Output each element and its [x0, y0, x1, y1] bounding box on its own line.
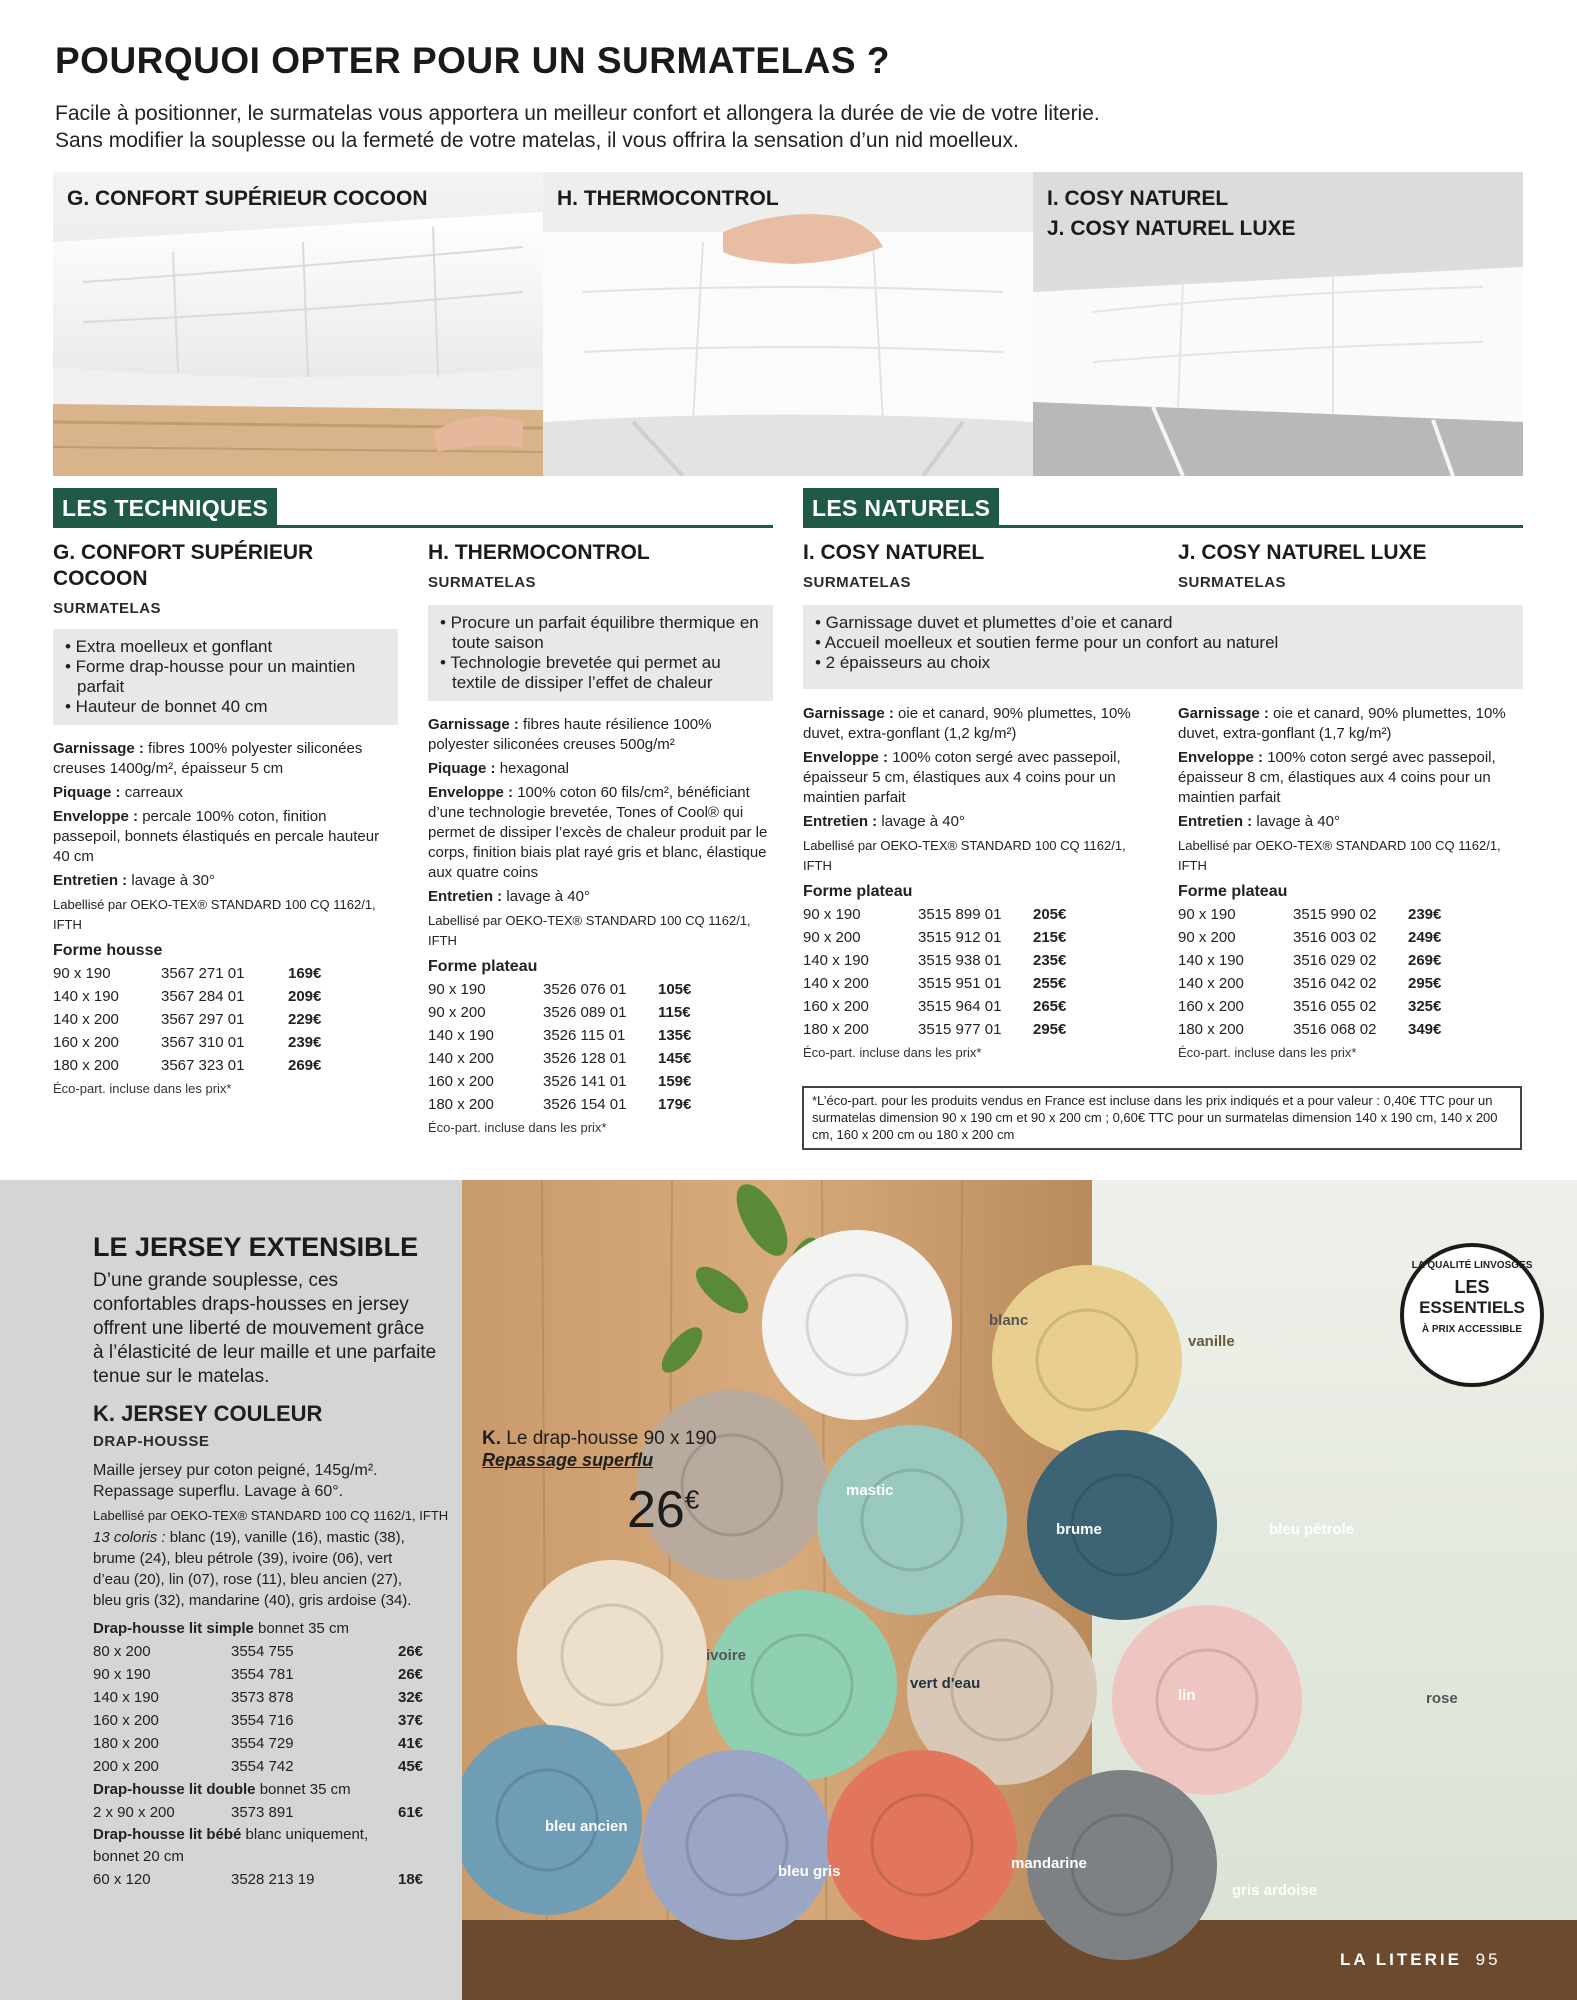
badge-mid-2: ESSENTIELS — [1419, 1298, 1525, 1317]
oekotex-label: Labellisé par OEKO-TEX® STANDARD 100 CQ 1162/1, IFTH — [803, 838, 1126, 873]
photo-cosy-naturel — [1033, 172, 1523, 476]
spec-value: lavage à 40° — [506, 888, 590, 905]
product-j-specs — [1178, 704, 1518, 876]
quality-badge — [1402, 1260, 1542, 1335]
feature: • Extra moelleux et gonflant — [65, 637, 273, 656]
eco-note: Éco-part. incluse dans les prix* — [428, 1120, 607, 1135]
spec-value: 100% coton sergé avec passepoil, épaisseur 5 cm, élastiques aux 4 coins pour un maintien parfait — [803, 749, 1121, 806]
oekotex-label: Labellisé par OEKO-TEX® STANDARD 100 CQ 1162/1, IFTH — [1178, 838, 1501, 873]
ref: 3526 141 01 — [543, 1073, 627, 1090]
price-value: 26 — [627, 1481, 685, 1539]
ref: 3554 755 — [231, 1643, 294, 1660]
table-subhead — [93, 1617, 433, 1640]
footer-section: LA LITERIE — [1340, 1950, 1462, 1969]
feature: • 2 épaisseurs au choix — [815, 653, 991, 672]
table-head: Forme housse — [53, 942, 163, 959]
price: 205€ — [1033, 906, 1067, 923]
product-j-table — [1178, 880, 1478, 1064]
price: 215€ — [1033, 929, 1067, 946]
oekotex-label: Labellisé par OEKO-TEX® STANDARD 100 CQ 1162/1, IFTH — [428, 913, 751, 948]
price: 26€ — [398, 1643, 424, 1660]
spec-label: Enveloppe : — [428, 784, 514, 801]
roll-label: brume — [1056, 1521, 1102, 1538]
table-row — [1178, 972, 1478, 995]
jersey-intro: D’une grande souplesse, ces confortables draps-housses en jersey offrent une liberté de mouvement grâce à l’élasticité de leur maille et une parfaite tenue sur le matelas. — [93, 1270, 437, 1387]
spec-label: Entretien : — [1178, 813, 1253, 830]
banner-techniques-label: LES TECHNIQUES — [53, 488, 277, 528]
table-row — [428, 1024, 728, 1047]
product-h-features — [428, 605, 773, 701]
size: 60 x 120 — [93, 1871, 151, 1888]
product-i-table — [803, 880, 1103, 1064]
spec-label: Enveloppe : — [803, 749, 889, 766]
ref: 3515 912 01 — [918, 929, 1002, 946]
spec-value: lavage à 40° — [881, 813, 965, 830]
page-title: POURQUOI OPTER POUR UN SURMATELAS ? — [55, 40, 890, 81]
photo-label-i: I. COSY NATUREL — [1047, 187, 1229, 210]
product-h-specs — [428, 715, 773, 951]
jersey-coloris — [93, 1527, 413, 1611]
eco-note: Éco-part. incluse dans les prix* — [53, 1081, 232, 1096]
size: 90 x 190 — [1178, 906, 1236, 923]
spec-label: Entretien : — [53, 872, 128, 889]
intro-line-1: Facile à positionner, le surmatelas vous apportera un meilleur confort et allongera la durée de vie de votre literie. — [55, 102, 1100, 125]
subhead-text — [93, 1778, 351, 1801]
table-row — [803, 1018, 1103, 1041]
table-subhead — [93, 1824, 383, 1868]
product-j-title: J. COSY NATUREL LUXE — [1178, 541, 1427, 564]
subhead-note: bonnet 35 cm — [258, 1620, 349, 1637]
product-i-specs — [803, 704, 1143, 876]
table-row — [1178, 949, 1478, 972]
coloris-list: blanc (19), vanille (16), mastic (38), brume (24), bleu pétrole (39), ivoire (06), vert d’eau (20), lin (07), rose (11), bleu ancien (27), bleu gris (32), mandarine (40), gris ardoise (34). — [93, 1529, 412, 1609]
price: 61€ — [398, 1804, 424, 1821]
table-row — [428, 978, 728, 1001]
jersey-product-title: K. JERSEY COULEUR — [93, 1401, 323, 1426]
banner-naturels — [803, 488, 1523, 528]
jersey-content — [93, 1232, 453, 1891]
spec-value: 100% coton sergé avec passepoil, épaisseur 8 cm, élastiques aux 4 coins pour un maintien parfait — [1178, 749, 1496, 806]
product-h-title: H. THERMOCONTROL — [428, 541, 650, 564]
coloris-label: 13 coloris : — [93, 1529, 166, 1546]
spec-label: Enveloppe : — [1178, 749, 1264, 766]
page-footer — [1340, 1950, 1501, 1970]
product-i-header — [803, 540, 1143, 591]
size: 140 x 190 — [1178, 952, 1244, 969]
table-row — [1178, 995, 1478, 1018]
ref: 3516 042 02 — [1293, 975, 1377, 992]
product-g-sub: SURMATELAS — [53, 600, 162, 617]
size: 90 x 190 — [93, 1666, 151, 1683]
price: 26€ — [398, 1666, 424, 1683]
product-g-specs — [53, 739, 398, 935]
size: 140 x 200 — [53, 1011, 119, 1028]
table-subhead — [93, 1778, 433, 1801]
banner-naturels-rule — [803, 525, 1523, 528]
table-row — [1178, 1018, 1478, 1041]
page-number: 95 — [1475, 1950, 1501, 1969]
size: 80 x 200 — [93, 1643, 151, 1660]
spec-label: Piquage : — [53, 784, 121, 801]
spec-label: Piquage : — [428, 760, 496, 777]
price: 295€ — [1408, 975, 1442, 992]
feature: • Garnissage duvet et plumettes d’oie et canard — [815, 613, 1173, 632]
price: 169€ — [288, 965, 322, 982]
spec-value: lavage à 30° — [131, 872, 215, 889]
roll-label: rose — [1426, 1690, 1458, 1707]
price: 45€ — [398, 1758, 424, 1775]
ref: 3515 951 01 — [918, 975, 1002, 992]
ref: 3515 977 01 — [918, 1021, 1002, 1038]
photo-label-h: H. THERMOCONTROL — [557, 187, 779, 210]
roll-label: mandarine — [1011, 1855, 1087, 1872]
table-row — [428, 1070, 728, 1093]
ref: 3515 938 01 — [918, 952, 1002, 969]
photo-jersey-rolls — [462, 1180, 1577, 2000]
price: 159€ — [658, 1073, 692, 1090]
price: 239€ — [1408, 906, 1442, 923]
price: 179€ — [658, 1096, 692, 1113]
eco-note: Éco-part. incluse dans les prix* — [803, 1045, 982, 1060]
ref: 3515 964 01 — [918, 998, 1002, 1015]
ref: 3567 310 01 — [161, 1034, 245, 1051]
roll-label: bleu ancien — [545, 1818, 628, 1835]
product-h — [428, 540, 773, 1139]
price: 209€ — [288, 988, 322, 1005]
jersey-product-sub: DRAP-HOUSSE — [93, 1433, 210, 1450]
spec-value: fibres haute résilience 100% polyester siliconées creuses 500g/m² — [428, 716, 712, 753]
table-row — [1178, 926, 1478, 949]
product-g-table — [53, 939, 353, 1100]
size: 160 x 200 — [93, 1712, 159, 1729]
product-i-title: I. COSY NATUREL — [803, 541, 985, 564]
eco-part-note: *L’éco-part. pour les produits vendus en France est incluse dans les prix indiqués et a pour valeur : 0,40€ TTC pour un surmatelas dimension 90 x 190 cm et 90 x 200 cm ; 0,60€ TTC pour un surmatelas dimension 140 x 190 cm, 140 x 200 cm, 160 x 200 cm ou 180 x 200 cm — [802, 1086, 1522, 1150]
price: 32€ — [398, 1689, 424, 1706]
caption-bold: K. — [482, 1428, 501, 1449]
product-i — [803, 704, 1143, 1064]
ref: 3554 716 — [231, 1712, 294, 1729]
price: 249€ — [1408, 929, 1442, 946]
jersey-desc: Maille jersey pur coton peigné, 145g/m². Repassage superflu. Lavage à 60°. — [93, 1462, 378, 1500]
subhead-bold: Drap-housse lit simple — [93, 1620, 254, 1637]
table-row — [803, 903, 1103, 926]
photo-caption — [482, 1428, 717, 1471]
eco-note: Éco-part. incluse dans les prix* — [1178, 1045, 1357, 1060]
naturels-features — [803, 605, 1523, 689]
table-row — [93, 1663, 433, 1686]
price: 41€ — [398, 1735, 424, 1752]
photo-label-ij — [1047, 184, 1296, 244]
ref: 3516 068 02 — [1293, 1021, 1377, 1038]
intro-text — [55, 100, 1255, 154]
table-head: Forme plateau — [428, 958, 538, 975]
caption-text: Le drap-housse 90 x 190 — [506, 1428, 717, 1449]
size: 180 x 200 — [93, 1735, 159, 1752]
price: 295€ — [1033, 1021, 1067, 1038]
table-row — [428, 1093, 728, 1116]
table-row — [93, 1868, 433, 1891]
product-g — [53, 540, 398, 1100]
size: 180 x 200 — [1178, 1021, 1244, 1038]
spec-value: hexagonal — [499, 760, 569, 777]
size: 90 x 200 — [803, 929, 861, 946]
table-head: Forme plateau — [803, 883, 913, 900]
table-row — [1178, 903, 1478, 926]
size: 90 x 190 — [53, 965, 111, 982]
feature: • Forme drap-housse pour un maintien parfait — [65, 657, 356, 696]
size: 90 x 200 — [1178, 929, 1236, 946]
table-row — [93, 1755, 433, 1778]
roll-label: lin — [1178, 1687, 1196, 1704]
size: 140 x 200 — [1178, 975, 1244, 992]
badge-bottom: À PRIX ACCESSIBLE — [1421, 1324, 1523, 1335]
badge-mid-1: LES — [1454, 1277, 1490, 1297]
size: 140 x 190 — [93, 1689, 159, 1706]
spec-value: oie et canard, 90% plumettes, 10% duvet, extra-gonflant (1,2 kg/m²) — [803, 705, 1131, 742]
table-head: Forme plateau — [1178, 883, 1288, 900]
badge-top: LA QUALITÉ LINVOSGES — [1411, 1260, 1533, 1271]
size: 180 x 200 — [428, 1096, 494, 1113]
jersey-table — [93, 1617, 433, 1891]
price: 265€ — [1033, 998, 1067, 1015]
ref: 3567 284 01 — [161, 988, 245, 1005]
price: 37€ — [398, 1712, 424, 1729]
table-row — [53, 962, 353, 985]
intro-line-2: Sans modifier la souplesse ou la fermeté de votre matelas, il vous offrira la sensation d’un nid moelleux. — [55, 129, 1019, 152]
photo-confort-cocoon — [53, 172, 543, 476]
product-h-table — [428, 955, 728, 1139]
price: 105€ — [658, 981, 692, 998]
ref: 3528 213 19 — [231, 1871, 315, 1888]
size: 140 x 190 — [428, 1027, 494, 1044]
ref: 3567 271 01 — [161, 965, 245, 982]
size: 160 x 200 — [53, 1034, 119, 1051]
jersey-panel — [0, 1180, 462, 2000]
banner-techniques — [53, 488, 773, 528]
table-row — [93, 1709, 433, 1732]
feature: • Technologie brevetée qui permet au textile de dissiper l’effet de chaleur — [440, 653, 721, 692]
table-row — [803, 926, 1103, 949]
size: 160 x 200 — [1178, 998, 1244, 1015]
price: 255€ — [1033, 975, 1067, 992]
product-i-sub: SURMATELAS — [803, 574, 912, 591]
table-row — [53, 1054, 353, 1077]
price: 349€ — [1408, 1021, 1442, 1038]
product-j-sub: SURMATELAS — [1178, 574, 1287, 591]
spec-label: Garnissage : — [1178, 705, 1269, 722]
roll-label: bleu pétrole — [1269, 1521, 1355, 1538]
spec-value: percale 100% coton, finition passepoil, bonnets élastiqués en percale hauteur 40 cm — [53, 808, 380, 865]
price: 229€ — [288, 1011, 322, 1028]
size: 140 x 200 — [803, 975, 869, 992]
ref: 3516 055 02 — [1293, 998, 1377, 1015]
size: 160 x 200 — [803, 998, 869, 1015]
spec-value: fibres 100% polyester siliconées creuses 1400g/m², épaisseur 5 cm — [53, 740, 363, 777]
product-j-header — [1178, 540, 1518, 591]
photo-price — [627, 1480, 699, 1540]
table-row — [53, 985, 353, 1008]
jersey-title: LE JERSEY EXTENSIBLE — [93, 1232, 419, 1262]
thermocontrol-illustration — [543, 172, 1033, 476]
price: 269€ — [1408, 952, 1442, 969]
price: 235€ — [1033, 952, 1067, 969]
caption-text-2: Repassage superflu — [482, 1450, 654, 1470]
product-j — [1178, 704, 1518, 1064]
ref: 3526 154 01 — [543, 1096, 627, 1113]
size: 90 x 190 — [428, 981, 486, 998]
ref: 3516 003 02 — [1293, 929, 1377, 946]
oekotex-label: Labellisé par OEKO-TEX® STANDARD 100 CQ 1162/1, IFTH — [53, 897, 376, 932]
mattress-topper-illustration — [53, 172, 543, 476]
price: 325€ — [1408, 998, 1442, 1015]
ref: 3554 742 — [231, 1758, 294, 1775]
size: 180 x 200 — [803, 1021, 869, 1038]
size: 90 x 200 — [428, 1004, 486, 1021]
price: 269€ — [288, 1057, 322, 1074]
price: 135€ — [658, 1027, 692, 1044]
ref: 3526 089 01 — [543, 1004, 627, 1021]
product-g-title-2: COCOON — [53, 567, 148, 590]
ref: 3567 323 01 — [161, 1057, 245, 1074]
size: 160 x 200 — [428, 1073, 494, 1090]
photo-label-j: J. COSY NATUREL LUXE — [1047, 217, 1296, 240]
ref: 3526 115 01 — [543, 1027, 626, 1044]
oekotex-label: Labellisé par OEKO-TEX® STANDARD 100 CQ 1162/1, IFTH — [93, 1508, 449, 1523]
size: 140 x 190 — [803, 952, 869, 969]
size: 140 x 190 — [53, 988, 119, 1005]
roll-label: mastic — [846, 1482, 894, 1499]
ref: 3515 899 01 — [918, 906, 1002, 923]
subhead-bold: Drap-housse lit double — [93, 1781, 256, 1798]
subhead-note: blanc uniquement, bonnet 20 cm — [93, 1826, 369, 1865]
spec-label: Garnissage : — [803, 705, 894, 722]
table-row — [53, 1008, 353, 1031]
table-row — [53, 1031, 353, 1054]
subhead-bold: Drap-housse lit bébé — [93, 1826, 242, 1843]
price: 145€ — [658, 1050, 692, 1067]
ref: 3516 029 02 — [1293, 952, 1377, 969]
roll-label: vert d'eau — [910, 1675, 981, 1692]
photo-thermocontrol — [543, 172, 1033, 476]
roll-label: blanc — [989, 1312, 1029, 1329]
spec-label: Garnissage : — [53, 740, 144, 757]
table-row — [93, 1640, 433, 1663]
spec-value: carreaux — [124, 784, 184, 801]
ref: 3526 128 01 — [543, 1050, 627, 1067]
roll-label: bleu gris — [778, 1863, 841, 1880]
ref: 3526 076 01 — [543, 981, 627, 998]
ref: 3573 878 — [231, 1689, 294, 1706]
table-row — [428, 1047, 728, 1070]
spec-value: lavage à 40° — [1256, 813, 1340, 830]
roll-label: ivoire — [706, 1647, 747, 1664]
banner-naturels-label: LES NATURELS — [803, 488, 999, 528]
photo-label-g: G. CONFORT SUPÉRIEUR COCOON — [67, 187, 428, 210]
spec-value: oie et canard, 90% plumettes, 10% duvet, extra-gonflant (1,7 kg/m²) — [1178, 705, 1506, 742]
ref: 3554 729 — [231, 1735, 294, 1752]
price: 239€ — [288, 1034, 322, 1051]
ref: 3567 297 01 — [161, 1011, 245, 1028]
price: 18€ — [398, 1871, 424, 1888]
ref: 3554 781 — [231, 1666, 294, 1683]
product-g-title-1: G. CONFORT SUPÉRIEUR — [53, 541, 314, 564]
size: 90 x 190 — [803, 906, 861, 923]
subhead-note: bonnet 35 cm — [259, 1781, 351, 1798]
table-row — [803, 949, 1103, 972]
table-row — [93, 1801, 433, 1824]
feature: • Accueil moelleux et soutien ferme pour un confort au naturel — [815, 633, 1279, 652]
price: 115€ — [658, 1004, 691, 1021]
table-row — [93, 1732, 433, 1755]
roll-label: vanille — [1188, 1333, 1235, 1350]
subhead-text — [93, 1617, 349, 1640]
spec-label: Enveloppe : — [53, 808, 139, 825]
size: 200 x 200 — [93, 1758, 159, 1775]
banner-techniques-rule — [53, 525, 773, 528]
table-row — [803, 972, 1103, 995]
ref: 3515 990 02 — [1293, 906, 1377, 923]
spec-label: Entretien : — [803, 813, 878, 830]
feature: • Hauteur de bonnet 40 cm — [65, 697, 268, 716]
spec-label: Garnissage : — [428, 716, 519, 733]
feature: • Procure un parfait équilibre thermique en toute saison — [440, 613, 759, 652]
ref: 3573 891 — [231, 1804, 294, 1821]
price-currency: € — [684, 1484, 700, 1515]
spec-value: 100% coton 60 fils/cm², bénéficiant d’une technologie brevetée, Tones of Cool® qui permet de dissiper l’excès de chaleur produit par le corps, finition biais plat rayé gris et blanc, élastique aux quatre coins — [428, 784, 768, 881]
table-row — [93, 1686, 433, 1709]
size: 180 x 200 — [53, 1057, 119, 1074]
table-row — [428, 1001, 728, 1024]
table-row — [803, 995, 1103, 1018]
size: 2 x 90 x 200 — [93, 1804, 175, 1821]
product-h-sub: SURMATELAS — [428, 574, 537, 591]
size: 140 x 200 — [428, 1050, 494, 1067]
spec-label: Entretien : — [428, 888, 503, 905]
product-g-features — [53, 629, 398, 725]
roll-label: gris ardoise — [1232, 1882, 1318, 1899]
